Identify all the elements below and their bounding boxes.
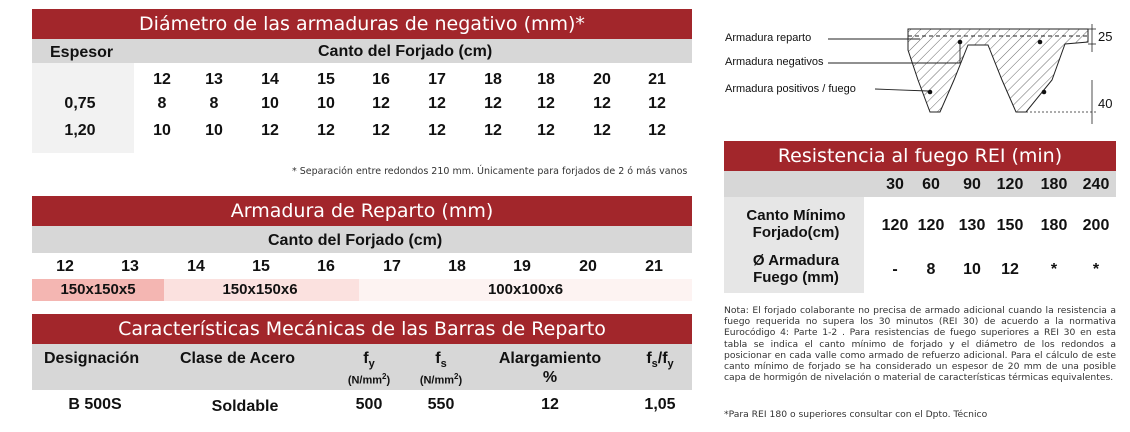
fuego-rei-4: 180 [1040,176,1068,193]
reparto-canto-2: 14 [187,258,205,275]
fuego-canto-1: 120 [917,217,945,234]
fuego-nota: Nota: El forjado colaborante no precisa de armado adicional cuando la resistencia a fuego requerida no supera los 30 minutos (REI 30) de acuerdo a la normativa Eurocódigo 4: Parte 1-2 . Para resistencias de fuego superiores a REI 30 en esta tabla se indica el canto mínimo de forjado y el diámetro de los redondos a posicionar en cada valle como armado de refuerzo adicional. Para el cálculo de este canto mínimo de forjado se ha considerado un espesor de 20 mm de una posible capa de hormigón de nivelación o material de características térmicas equivalentes. [724,305,1116,384]
reparto-canto-0: 12 [56,258,74,275]
fuego-canto-4: 180 [1040,217,1068,234]
mecanicas-alargamiento-value: 12 [541,396,559,413]
negativo-canto-1: 13 [205,71,223,88]
reparto-canto-9: 21 [645,258,663,275]
reparto-canto-8: 20 [579,258,597,275]
fuego-armadura-5: * [1092,261,1100,278]
negativo-canto-8: 20 [593,71,611,88]
negativo-value-1-7: 12 [537,122,555,139]
mecanicas-header-designacion: Designación [44,350,140,367]
mecanicas-fy-value: 500 [355,396,383,413]
negativo-value-1-1: 10 [205,122,223,139]
reparto-canto-4: 16 [317,258,335,275]
negativo-canto-label: Canto del Forjado (cm) [318,43,493,60]
reparto-canto-7: 19 [513,258,531,275]
label-armadura-reparto: Armadura reparto [725,32,812,44]
negativo-value-1-0: 10 [153,122,171,139]
malla-150x150x5: 150x150x5 [60,281,136,298]
negativo-canto-7: 18 [537,71,555,88]
negativo-value-1-4: 12 [372,122,390,139]
negativo-value-1-3: 12 [317,122,335,139]
negativo-canto-3: 15 [317,71,335,88]
fuego-rei-3: 120 [996,176,1024,193]
negativo-canto-0: 12 [153,71,171,88]
negativo-value-0-1: 8 [209,95,219,112]
mecanicas-ratio-value: 1,05 [644,396,676,413]
fuego-armadura-0: - [892,261,898,278]
reparto-canto-1: 13 [121,258,139,275]
negativo-value-0-5: 12 [428,95,446,112]
reparto-canto-3: 15 [252,258,270,275]
malla-150x150x6: 150x150x6 [222,281,298,298]
fuego-canto-3: 150 [996,217,1024,234]
fuego-rei-2: 90 [963,176,981,193]
fuego-row1-label: Canto Mínimo Forjado(cm) [746,207,846,241]
reparto-canto-5: 17 [383,258,401,275]
mecanicas-designacion-value: B 500S [68,396,122,413]
mecanicas-header-ratio: $f_s/f_y$ [646,350,674,371]
negativo-canto-5: 17 [428,71,446,88]
slab-section-diagram [720,12,1120,130]
negativo-value-0-4: 12 [372,95,390,112]
fuego-armadura-1: 8 [926,261,936,278]
negativo-value-0-7: 12 [537,95,555,112]
reparto-title: Armadura de Reparto (mm) [32,196,692,226]
fuego-rei-5: 240 [1082,176,1110,193]
negativo-value-1-2: 12 [261,122,279,139]
fuego-rei-1: 60 [922,176,940,193]
mecanicas-header-fy: $f_y$ [363,350,375,371]
negativo-title: Diámetro de las armaduras de negativo (mm)* [32,9,692,39]
mecanicas-header-fs: $f_s$ [435,350,447,371]
negativo-value-0-8: 12 [593,95,611,112]
negativo-value-1-6: 12 [484,122,502,139]
negativo-value-1-9: 12 [648,122,666,139]
fuego-canto-5: 200 [1082,217,1110,234]
fuego-title: Resistencia al fuego REI (min) [724,141,1116,171]
label-armadura-positivos: Armadura positivos / fuego [725,83,856,95]
fuego-nota2: *Para REI 180 o superiores consultar con el Dpto. Técnico [724,409,988,420]
reparto-canto-6: 18 [448,258,466,275]
fuego-canto-0: 120 [881,217,909,234]
negativo-value-0-6: 12 [484,95,502,112]
mecanicas-header-clase: Clase de Acero [180,350,296,367]
negativo-value-0-3: 10 [317,95,335,112]
fuego-armadura-3: 12 [1001,261,1019,278]
negativo-value-1-5: 12 [428,122,446,139]
mecanicas-header-fs-unit: $(N/mm^2)$ [419,372,463,387]
fuego-canto-2: 130 [958,217,986,234]
negativo-espesor-label: Espesor [50,44,114,61]
mecanicas-clase-value: Soldable [211,398,279,415]
negativo-value-1-8: 12 [593,122,611,139]
dimension-bottom: 40 [1098,96,1113,111]
negativo-canto-2: 14 [261,71,279,88]
fuego-rei-0: 30 [886,176,904,193]
mecanicas-fs-value: 550 [427,396,455,413]
mecanicas-header-fy-unit: $(N/mm^2)$ [347,372,391,387]
negativo-espesor-1: 1,20 [64,122,96,139]
fuego-row2-label: Ø Armadura Fuego (mm) [752,252,840,286]
negativo-espesor-0: 0,75 [64,95,96,112]
malla-100x100x6: 100x100x6 [487,281,564,298]
negativo-canto-6: 18 [484,71,502,88]
mecanicas-header-alargamiento-unit: % [542,369,558,386]
fuego-armadura-4: * [1050,261,1058,278]
negativo-footnote: * Separación entre redondos 210 mm. Únicamente para forjados de 2 ó más vanos [292,166,688,177]
negativo-value-0-2: 10 [261,95,279,112]
mecanicas-header-alargamiento: Alargamiento [498,350,602,367]
slab-section-shape [908,29,1088,112]
fuego-armadura-2: 10 [963,261,981,278]
label-armadura-negativos: Armadura negativos [725,56,824,68]
negativo-canto-4: 16 [372,71,390,88]
reparto-canto-label: Canto del Forjado (cm) [268,232,443,249]
dimension-top: 25 [1098,29,1113,44]
negativo-canto-9: 21 [648,71,666,88]
negativo-value-0-0: 8 [157,95,167,112]
mecanicas-title: Características Mecánicas de las Barras de Reparto [32,314,692,344]
negativo-value-0-9: 12 [648,95,666,112]
